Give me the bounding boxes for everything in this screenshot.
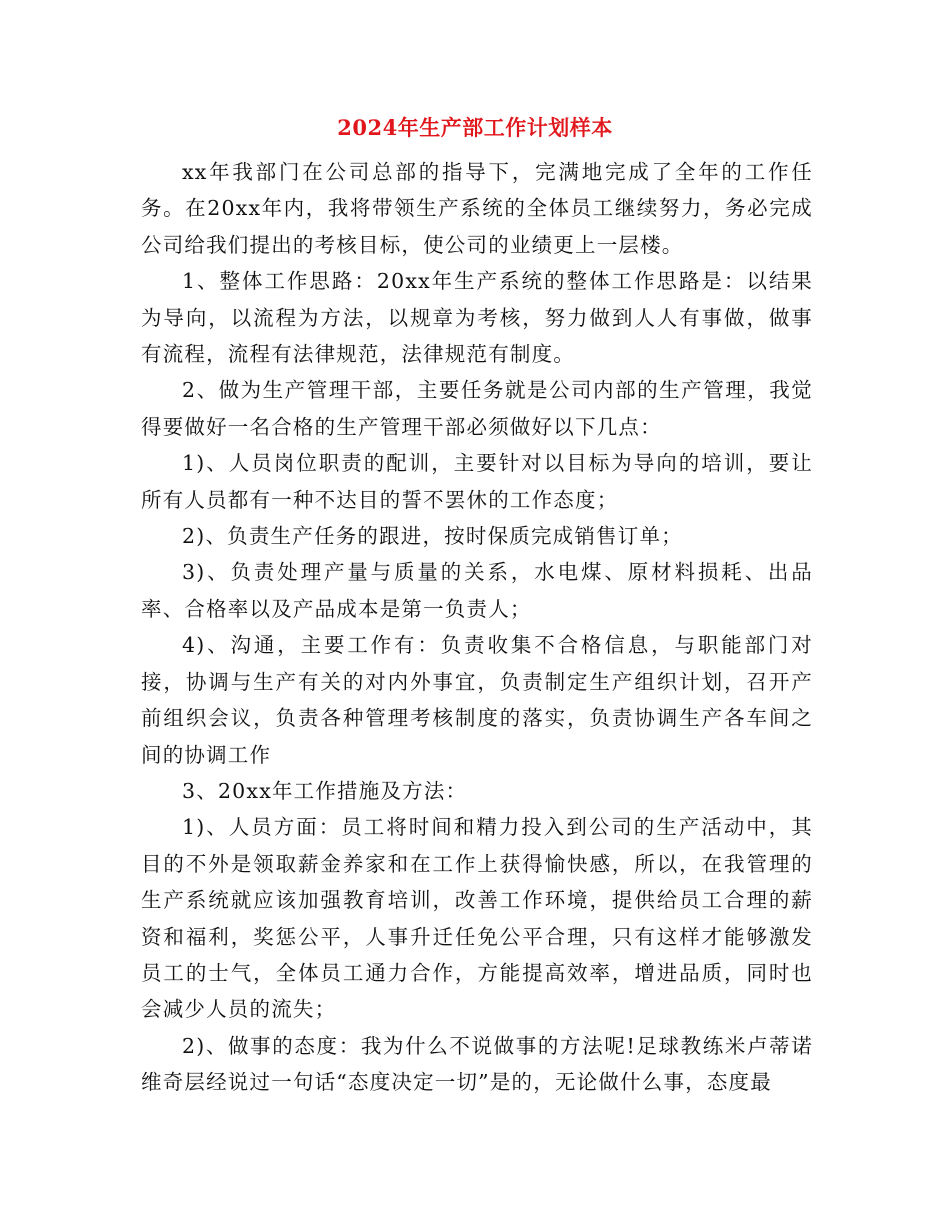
paragraph-item-follow-up: 2)、负责生产任务的跟进，按时保质完成销售订单；	[182, 524, 683, 549]
paragraph-item-attitude: 2)、做事的态度：我为什么不说做事的方法呢!足球教练米卢蒂诺维奇层经说过一句话“态度决定一切”是的，无论做什么事，态度最	[141, 1033, 813, 1095]
paragraph-item-training: 1)、人员岗位职责的配训，主要针对以目标为导向的培训，要让所有人员都有一种不达目的誓不罢休的工作态度；	[141, 451, 813, 512]
paragraph-item-quality: 3)、负责处理产量与质量的关系，水电煤、原材料损耗、出品率、合格率以及产品成本是第一负责人；	[141, 560, 813, 621]
paragraph-management-role: 2、做为生产管理干部，主要任务就是公司内部的生产管理，我觉得要做好一名合格的生产管理干部必须做好以下几点：	[141, 378, 813, 439]
paragraph-overall-approach: 1、整体工作思路：20xx年生产系统的整体工作思路是：以结果为导向，以流程为方法，以规章为考核，努力做到人人有事做，做事有流程，流程有法律规范，法律规范有制度。	[141, 269, 813, 367]
document-body	[141, 154, 813, 1101]
paragraph-intro: xx年我部门在公司总部的指导下，完满地完成了全年的工作任务。在20xx年内，我将带领生产系统的全体员工继续努力，务必完成公司给我们提出的考核目标，使公司的业绩更上一层楼。	[141, 160, 813, 257]
paragraph-item-communication: 4)、沟通，主要工作有：负责收集不合格信息，与职能部门对接，协调与生产有关的对内外事宜，负责制定生产组织计划，召开产前组织会议，负责各种管理考核制度的落实，负责协调生产各车间之间的协调工作	[141, 633, 813, 767]
paragraph-item-personnel: 1)、人员方面：员工将时间和精力投入到公司的生产活动中，其目的不外是领取薪金养家和在工作上获得愉快感，所以，在我管理的生产系统就应该加强教育培训，改善工作环境，提供给员工合理的薪资和福利，奖惩公平，人事升迁任免公平合理，只有这样才能够激发员工的士气，全体员工通力合作，方能提高效率，增进品质，同时也会减少人员的流失；	[141, 815, 813, 1022]
document-title: 2024年生产部工作计划样本	[337, 115, 613, 140]
paragraph-measures-heading: 3、20xx年工作措施及方法：	[182, 778, 468, 803]
